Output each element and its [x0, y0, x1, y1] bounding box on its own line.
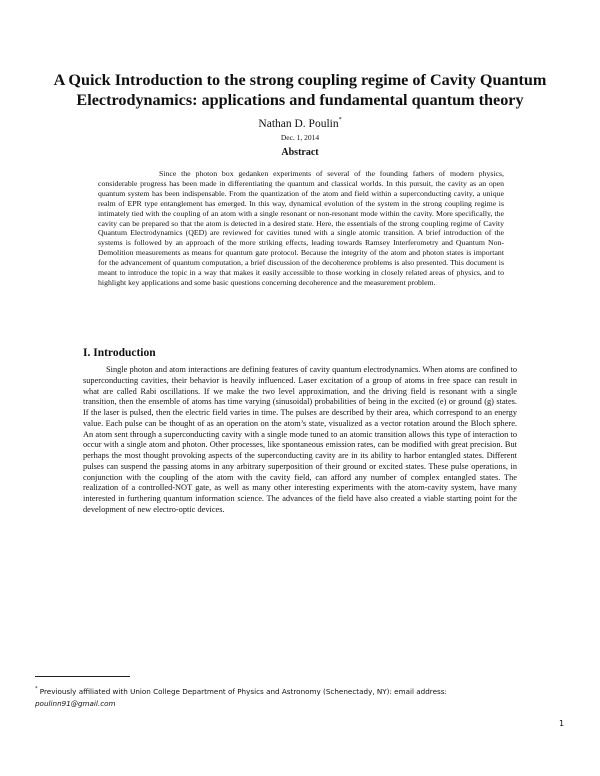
author-name: Nathan D. Poulin — [258, 118, 339, 130]
introduction-paragraph: Single photon and atom interactions are defining features of cavity quantum electrodynamics. When atoms are confined to superconducting cavities, their behavior is heavily influenced. Laser excitation of a group of atoms in free space can result in what are called Rabi oscillations. If we make the two level approximation, and the driving field is resonant with a single transition, then the ensemble of atoms has time varying (sinusoidal) probabilities of being in the excited (e) or ground (g) states. If the laser is pulsed, then the electric field varies in time. The pulses are described by their area, which correspond to an energy value. Each pulse can be thought of as an operation on the atom’s state, visualized as a vector rotation around the Bloch sphere. An atom sent through a superconducting cavity with a single mode tuned to an atomic transition allows this type of interaction to occur with a single atom and photon. Other processes, like spontaneous emission rates, can be modified with great precision. But perhaps the most thought provoking aspects of the superconducting cavity are in its ability to harbor entangled states. Different pulses can suspend the passing atoms in any arbitrary superposition of their ground or excited states. These pulse operations, in conjunction with the coupling of the atom with the cavity field, can afford any number of complex entangled states. The realization of a controlled-NOT gate, as well as many other interesting experiments with the atom-cavity system, have many interested in furthering quantum information science. The advances of the field have also created a viable starting point for the development of new electro-optic devices. — [83, 365, 517, 514]
footnote-text: Previously affiliated with Union College Department of Physics and Astronomy (Schenectady, NY): email address: — [39, 687, 447, 696]
footnote-divider — [35, 676, 130, 677]
footnote-email-link[interactable]: poulinn91@gmail.com — [35, 699, 116, 708]
publication-date: Dec. 1, 2014 — [280, 133, 320, 142]
paper-title: A Quick Introduction to the strong coupling regime of Cavity Quantum Electrodynamics: applications and fundamental quantum theory — [53, 71, 547, 109]
abstract-heading: Abstract — [281, 147, 319, 158]
author-line — [0, 113, 600, 131]
abstract-text: Since the photon box gedanken experiments of several of the founding fathers of modern physics, considerable progress has been made in differentiating the quantum and classical worlds. In this pursuit, the cavity as an open quantum system has been indispensable. From the quantization of the atom and field within a superconducting cavity, a unique realm of EPR type entanglement has emerged. In this way, dynamical evolution of the system in the strong coupling regime is intimately tied with the coupling of an atom with a single resonant or non-resonant mode within the cavity. More specifically, the cavity can be prepared so that the atom is detected in a desired state. Here, the essentials of the strong coupling regime of Cavity Quantum Electrodynamics (QED) are reviewed for cavities tuned with a single atomic transition. A brief introduction of the systems is followed by an approach of the more striking effects, leading towards Ramsey Interferometry and Quantum Non-Demolition measurements as means for quantum gate protocol. Because the integrity of the atom and photon states is important for the advancement of quantum computation, a brief discussion of the decoherence problems is also presented. This document is meant to introduce the topic in a way that makes it easily accessible to those working in closely related areas of physics, and to highlight key applications and some basic questions concerning decoherence and the measurement problem. — [98, 169, 504, 287]
author-footnote-mark[interactable]: * — [338, 117, 342, 123]
footnote-mark: * — [35, 686, 38, 692]
section-heading-introduction: I. Introduction — [83, 347, 156, 359]
page-number: 1 — [559, 719, 565, 728]
footnote — [35, 683, 565, 710]
